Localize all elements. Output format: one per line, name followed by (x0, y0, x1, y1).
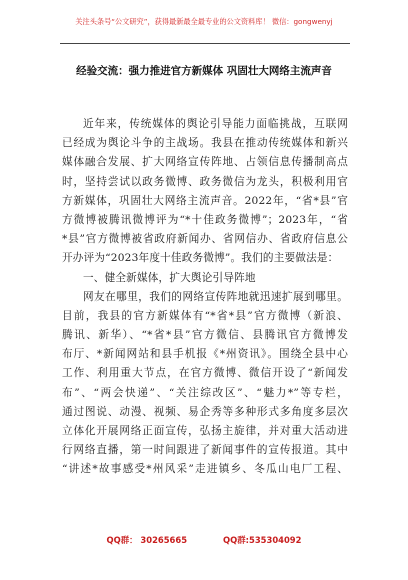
footer-qq-group-1: QQ群： 30265665 (106, 535, 188, 545)
body-line: 通过图说、动漫、视频、易企秀等多种形式多角度多层次 (62, 405, 348, 418)
body-line: 布厅、*新闻网站和县手机报《*州资讯》。围绕全县中心 (62, 348, 348, 361)
header-promo-note: 关注头条号“公文研究”，获得最新最全最专业的公文资料库！ 微信：gongwenyj (75, 17, 333, 26)
body-line: “讲述*故事感受*州风采”走进镇乡、冬瓜山电厂工程、 (62, 463, 348, 476)
body-line: 媒体融合发展、扩大网络宣传阵地、占领信息传播制高点 (62, 156, 348, 169)
section-heading: 一、健全新媒体，扩大舆论引导阵地 (83, 271, 256, 284)
body-line: 已经成为舆论斗争的主战场。我县在推动传统媒体和新兴 (62, 137, 348, 150)
body-line: 方微博被腾讯微博评为“*十佳政务微博”；2023年，“省 (62, 213, 348, 226)
body-line: 时，坚持尝试以政务微博、政务微信为龙头，积极利用官 (62, 175, 348, 188)
body-line: 近年来，传统媒体的舆论引导能力面临挑战，互联网 (83, 118, 348, 130)
body-line: 布”、“两会快递”、“关注综改区”、“魅力*”等专栏， (62, 386, 348, 399)
body-line: 腾讯、新华）、“*省*县”官方微信、县腾讯官方微博发 (62, 329, 348, 342)
body-line: *县”官方微博被省政府新闻办、省网信办、省政府信息公 (62, 233, 348, 246)
body-line: 工作、利用重大节点，在官方微博、微信开设了“新闻发 (62, 367, 348, 380)
body-line: 开办评为“2023年度十佳政务微博”。我们的主要做法是： (62, 252, 339, 265)
document-title: 经验交流：强力推进官方新媒体 巩固壮大网络主流声音 (76, 65, 332, 77)
body-line: 目前，我县的官方新媒体有“*省*县”官方微博（新浪、 (62, 309, 348, 322)
header-divider (60, 43, 350, 44)
footer-qq-group-2: QQ群:535304092 (223, 535, 302, 545)
document-body (62, 115, 348, 480)
body-line: 立体化开展网络正面宣传，弘扬主旋律，并对重大活动进 (62, 425, 348, 437)
footer-contact (0, 534, 408, 546)
body-line: 方新媒体，巩固壮大网络主流声音。2022年，“省*县”官 (62, 194, 348, 207)
body-line: 行网络直播，第一时间跟进了新闻事件的宣传报道。其中 (62, 444, 348, 457)
body-line: 网友在哪里，我们的网络宣传阵地就迅速扩展到哪里。 (83, 290, 348, 303)
